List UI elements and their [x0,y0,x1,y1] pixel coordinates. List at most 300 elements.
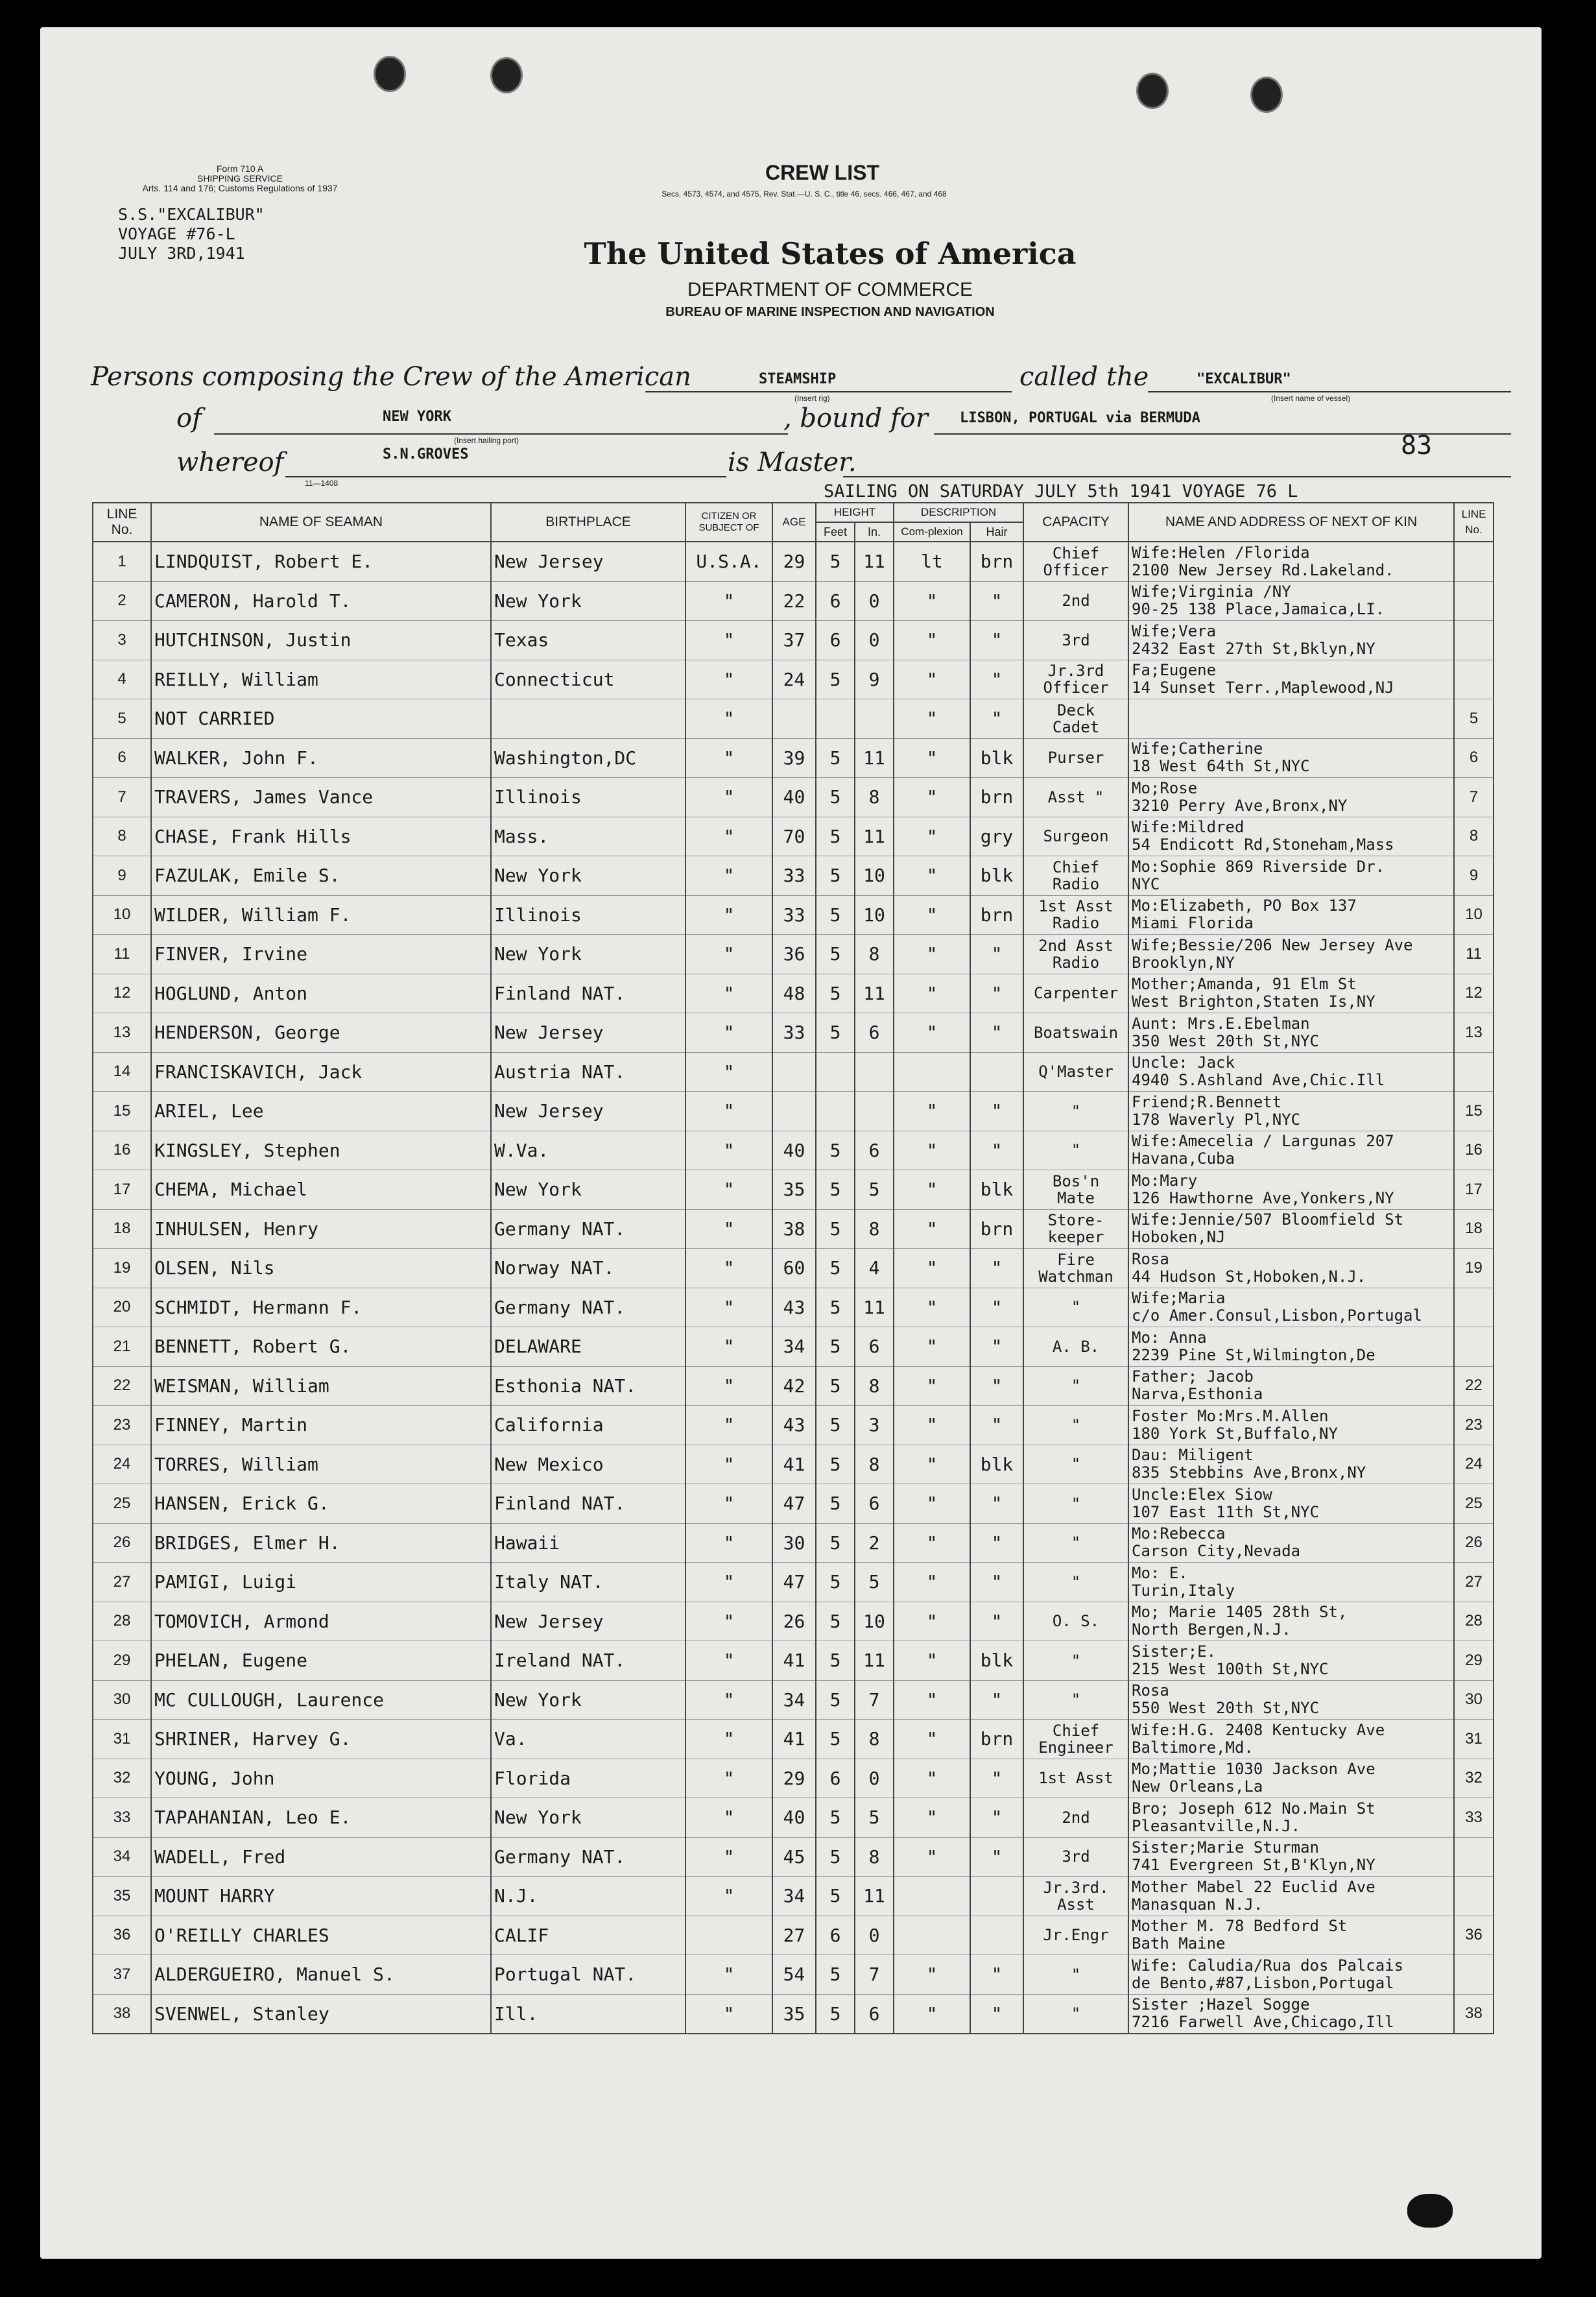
age: 33 [772,1013,816,1053]
row-line-number-right [1454,1052,1494,1092]
height-inches: 0 [855,581,894,621]
seaman-name: PAMIGI, Luigi [151,1563,491,1602]
row-line-number-right [1454,621,1494,660]
capacity: Fire Watchman [1023,1249,1128,1288]
height-inches: 11 [855,738,894,778]
seaman-name: REILLY, William [151,660,491,699]
next-of-kin: Wife;Maria c/o Amer.Consul,Lisbon,Portugal [1128,1288,1454,1327]
age: 40 [772,1798,816,1838]
row-line-number: 29 [93,1641,151,1681]
height-inches: 10 [855,895,894,935]
port-hint: (Insert hailing port) [454,436,519,445]
age: 40 [772,1131,816,1170]
seaman-name: O'REILLY CHARLES [151,1916,491,1955]
row-line-number: 25 [93,1484,151,1524]
crew-row [93,1406,1494,1445]
next-of-kin: Mother Mabel 22 Euclid Ave Manasquan N.J. [1128,1877,1454,1916]
destination-value: LISBON, PORTUGAL via BERMUDA [960,410,1200,426]
hair-color [970,1877,1023,1916]
height-feet: 5 [816,817,855,856]
capacity: Surgeon [1023,817,1128,856]
row-line-number-right: 11 [1454,935,1494,974]
complexion: " [894,1406,970,1445]
row-line-number: 20 [93,1288,151,1327]
complexion: " [894,974,970,1013]
complexion: lt [894,542,970,581]
next-of-kin: Wife;Catherine 18 West 64th St,NYC [1128,738,1454,778]
hair-color: brn [970,778,1023,817]
crew-row [93,1327,1494,1367]
row-line-number: 9 [93,856,151,896]
complexion: " [894,1523,970,1563]
age: 47 [772,1563,816,1602]
capacity: Jr.Engr [1023,1916,1128,1955]
height-inches: 11 [855,542,894,581]
age [772,1052,816,1092]
master-line [285,476,726,477]
height-feet: 5 [816,1406,855,1445]
row-line-number-right: 30 [1454,1680,1494,1720]
height-inches [855,699,894,739]
complexion: " [894,1327,970,1367]
height-feet: 6 [816,581,855,621]
capacity: " [1023,1641,1128,1681]
complexion: " [894,1092,970,1131]
seaman-name: WILDER, William F. [151,895,491,935]
birthplace: Italy NAT. [491,1563,685,1602]
citizenship: " [685,738,772,778]
height-feet: 5 [816,1249,855,1288]
birthplace: N.J. [491,1877,685,1916]
hair-color: " [970,621,1023,660]
seaman-name: HENDERSON, George [151,1013,491,1053]
birthplace: New York [491,1170,685,1210]
birthplace: New York [491,935,685,974]
crew-row [93,1563,1494,1602]
age: 29 [772,1759,816,1798]
height-feet [816,1092,855,1131]
row-line-number-right [1454,1955,1494,1995]
hair-color: blk [970,1170,1023,1210]
height-feet: 5 [816,1680,855,1720]
height-feet: 5 [816,1484,855,1524]
next-of-kin: Mother M. 78 Bedford St Bath Maine [1128,1916,1454,1955]
form-meta [136,164,344,193]
row-line-number: 11 [93,935,151,974]
hair-color: brn [970,1209,1023,1249]
height-feet: 5 [816,1170,855,1210]
capacity: Purser [1023,738,1128,778]
citizenship: " [685,621,772,660]
next-of-kin: Mother;Amanda, 91 Elm St West Brighton,Staten Is,NY [1128,974,1454,1013]
height-feet: 5 [816,1563,855,1602]
hair-color: " [970,935,1023,974]
complexion: " [894,621,970,660]
citizenship [685,1916,772,1955]
rig-value: STEAMSHIP [759,371,837,387]
next-of-kin [1128,699,1454,739]
complexion: " [894,856,970,896]
seaman-name: YOUNG, John [151,1759,491,1798]
row-line-number: 38 [93,1994,151,2034]
citizenship: " [685,1641,772,1681]
birthplace: W.Va. [491,1131,685,1170]
citizenship: " [685,778,772,817]
age: 40 [772,778,816,817]
age: 34 [772,1680,816,1720]
next-of-kin: Mo:Mary 126 Hawthorne Ave,Yonkers,NY [1128,1170,1454,1210]
form-number: Form 710 A [216,163,264,174]
punch-hole [374,56,406,92]
birthplace: California [491,1406,685,1445]
birthplace [491,699,685,739]
capacity: " [1023,1680,1128,1720]
age: 22 [772,581,816,621]
crew-row [93,1916,1494,1955]
complexion [894,1877,970,1916]
height-feet: 5 [816,1837,855,1877]
complexion: " [894,1641,970,1681]
crew-row [93,621,1494,660]
row-line-number: 17 [93,1170,151,1210]
complexion: " [894,1798,970,1838]
row-line-number: 32 [93,1759,151,1798]
height-feet: 5 [816,974,855,1013]
next-of-kin: Fa;Eugene 14 Sunset Terr.,Maplewood,NJ [1128,660,1454,699]
row-line-number: 8 [93,817,151,856]
seaman-name: WEISMAN, William [151,1366,491,1406]
page-number: 83 [1401,431,1433,461]
vessel-value: "EXCALIBUR" [1197,371,1291,387]
next-of-kin: Wife;Vera 2432 East 27th St,Bklyn,NY [1128,621,1454,660]
hair-color: brn [970,542,1023,581]
citizenship: " [685,1366,772,1406]
vessel-hint: (Insert name of vessel) [1271,394,1351,403]
complexion: " [894,1955,970,1995]
height-feet [816,699,855,739]
next-of-kin: Mo:Rebecca Carson City,Nevada [1128,1523,1454,1563]
height-inches: 8 [855,778,894,817]
height-inches: 4 [855,1249,894,1288]
height-inches: 6 [855,1131,894,1170]
col-citizen: CITIZEN OR SUBJECT OF [685,503,772,542]
crew-row [93,660,1494,699]
next-of-kin: Foster Mo:Mrs.M.Allen 180 York St,Buffalo,NY [1128,1406,1454,1445]
seaman-name: NOT CARRIED [151,699,491,739]
row-line-number: 6 [93,738,151,778]
hair-color: brn [970,895,1023,935]
age: 34 [772,1327,816,1367]
capacity: " [1023,1288,1128,1327]
citizenship: " [685,660,772,699]
birthplace: Hawaii [491,1523,685,1563]
birthplace: Ill. [491,1994,685,2034]
crew-row [93,1994,1494,2034]
age: 41 [772,1445,816,1484]
row-line-number-right: 7 [1454,778,1494,817]
port-line [214,433,788,435]
birthplace: Esthonia NAT. [491,1366,685,1406]
hair-color [970,1916,1023,1955]
row-line-number: 3 [93,621,151,660]
complexion: " [894,1837,970,1877]
crew-rows [93,542,1494,2034]
seaman-name: TAPAHANIAN, Leo E. [151,1798,491,1838]
birthplace: Germany NAT. [491,1288,685,1327]
next-of-kin: Sister;E. 215 West 100th St,NYC [1128,1641,1454,1681]
vessel-line [1148,391,1511,392]
punch-hole [1250,77,1283,113]
col-age: AGE [772,503,816,542]
row-line-number-right [1454,1327,1494,1367]
age: 29 [772,542,816,581]
capacity: Chief Officer [1023,542,1128,581]
birthplace: Norway NAT. [491,1249,685,1288]
row-line-number-right: 16 [1454,1131,1494,1170]
crew-row [93,1170,1494,1210]
col-line-no-right: LINE No. [1454,503,1494,542]
height-inches: 8 [855,1720,894,1759]
birthplace: New Jersey [491,1602,685,1641]
birthplace: Germany NAT. [491,1837,685,1877]
hair-color: " [970,660,1023,699]
height-inches: 6 [855,1484,894,1524]
col-line-no: LINE No. [93,503,151,542]
hair-color: blk [970,738,1023,778]
col-height: HEIGHT [816,503,894,522]
hair-color: blk [970,1641,1023,1681]
height-feet: 5 [816,660,855,699]
age: 48 [772,974,816,1013]
crew-row [93,1013,1494,1053]
crew-row [93,935,1494,974]
country-heading: The United States of America [584,236,1077,271]
height-inches: 11 [855,817,894,856]
row-line-number: 33 [93,1798,151,1838]
hair-color: brn [970,1720,1023,1759]
crew-row [93,542,1494,581]
citizenship: " [685,1798,772,1838]
ink-blot [1407,2194,1453,2228]
master-value: S.N.GROVES [383,446,469,463]
hair-color [970,1052,1023,1092]
row-line-number: 21 [93,1327,151,1367]
called-the-label: called the [1019,362,1149,392]
hair-color: " [970,1288,1023,1327]
complexion [894,1052,970,1092]
row-line-number-right: 6 [1454,738,1494,778]
seaman-name: CHEMA, Michael [151,1170,491,1210]
row-line-number: 31 [93,1720,151,1759]
crew-row [93,1837,1494,1877]
birthplace: Finland NAT. [491,1484,685,1524]
seaman-name: MOUNT HARRY [151,1877,491,1916]
seaman-name: MC CULLOUGH, Laurence [151,1680,491,1720]
citizenship: " [685,1602,772,1641]
height-inches: 5 [855,1798,894,1838]
birthplace: New York [491,1680,685,1720]
row-line-number-right: 5 [1454,699,1494,739]
row-line-number: 30 [93,1680,151,1720]
birthplace: New York [491,1798,685,1838]
seaman-name: FINNEY, Martin [151,1406,491,1445]
birthplace: New York [491,581,685,621]
capacity: 2nd Asst Radio [1023,935,1128,974]
seaman-name: SCHMIDT, Hermann F. [151,1288,491,1327]
height-feet: 5 [816,738,855,778]
capacity: " [1023,1563,1128,1602]
col-hair: Hair [970,522,1023,542]
birthplace: Austria NAT. [491,1052,685,1092]
height-inches: 5 [855,1170,894,1210]
citizenship: " [685,1720,772,1759]
crew-row [93,1759,1494,1798]
citizenship: " [685,1131,772,1170]
row-line-number-right: 9 [1454,856,1494,896]
age: 47 [772,1484,816,1524]
capacity: 2nd [1023,581,1128,621]
citizenship: " [685,1288,772,1327]
complexion: " [894,778,970,817]
citizenship: " [685,935,772,974]
capacity: Asst " [1023,778,1128,817]
capacity: A. B. [1023,1327,1128,1367]
complexion [894,1916,970,1955]
sailing-note: SAILING ON SATURDAY JULY 5th 1941 VOYAGE 76 L [824,481,1298,501]
height-inches: 6 [855,1013,894,1053]
height-inches: 8 [855,935,894,974]
next-of-kin: Uncle:Elex Siow 107 East 11th St,NYC [1128,1484,1454,1524]
col-next-of-kin: NAME AND ADDRESS OF NEXT OF KIN [1128,503,1454,542]
row-line-number: 23 [93,1406,151,1445]
capacity: 1st Asst [1023,1759,1128,1798]
seaman-name: WALKER, John F. [151,738,491,778]
crew-row [93,778,1494,817]
row-line-number-right [1454,1837,1494,1877]
crew-row [93,699,1494,739]
capacity: Jr.3rd. Asst [1023,1877,1128,1916]
age: 30 [772,1523,816,1563]
complexion: " [894,1170,970,1210]
capacity: " [1023,1484,1128,1524]
height-feet: 5 [816,1994,855,2034]
next-of-kin: Aunt: Mrs.E.Ebelman 350 West 20th St,NYC [1128,1013,1454,1053]
seaman-name: ALDERGUEIRO, Manuel S. [151,1955,491,1995]
height-inches [855,1092,894,1131]
row-line-number-right: 26 [1454,1523,1494,1563]
row-line-number: 16 [93,1131,151,1170]
capacity: Bos'n Mate [1023,1170,1128,1210]
row-line-number: 24 [93,1445,151,1484]
of-label: of [176,403,202,433]
col-capacity: CAPACITY [1023,503,1128,542]
crew-row [93,1877,1494,1916]
col-feet: Feet [816,522,855,542]
seaman-name: BRIDGES, Elmer H. [151,1523,491,1563]
age: 34 [772,1877,816,1916]
capacity: 3rd [1023,621,1128,660]
capacity: Boatswain [1023,1013,1128,1053]
complexion: " [894,738,970,778]
next-of-kin: Wife:Mildred 54 Endicott Rd,Stoneham,Mass [1128,817,1454,856]
hair-color: " [970,1523,1023,1563]
hair-color: " [970,1131,1023,1170]
rig-hint: (Insert rig) [794,394,830,403]
age: 27 [772,1916,816,1955]
age: 41 [772,1641,816,1681]
citizenship: " [685,1955,772,1995]
birthplace: Portugal NAT. [491,1955,685,1995]
row-line-number-right [1454,581,1494,621]
complexion: " [894,699,970,739]
crew-row [93,1720,1494,1759]
height-inches: 11 [855,1641,894,1681]
hair-color: " [970,1759,1023,1798]
hair-color: " [970,1249,1023,1288]
next-of-kin: Uncle: Jack 4940 S.Ashland Ave,Chic.Ill [1128,1052,1454,1092]
row-line-number-right: 27 [1454,1563,1494,1602]
punch-hole [490,57,523,93]
citizenship: " [685,856,772,896]
height-feet: 6 [816,1759,855,1798]
row-line-number: 27 [93,1563,151,1602]
height-inches: 8 [855,1837,894,1877]
hair-color: " [970,1837,1023,1877]
row-line-number-right: 31 [1454,1720,1494,1759]
capacity: " [1023,1366,1128,1406]
birthplace: Illinois [491,778,685,817]
crew-row [93,1052,1494,1092]
row-line-number-right: 13 [1454,1013,1494,1053]
row-line-number: 15 [93,1092,151,1131]
crew-row [93,817,1494,856]
age [772,1092,816,1131]
next-of-kin: Mo: E. Turin,Italy [1128,1563,1454,1602]
citizenship: U.S.A. [685,542,772,581]
capacity: 1st Asst Radio [1023,895,1128,935]
crew-row [93,1484,1494,1524]
complexion: " [894,1563,970,1602]
height-inches: 5 [855,1563,894,1602]
col-description: DESCRIPTION [894,503,1023,522]
row-line-number: 34 [93,1837,151,1877]
next-of-kin: Bro; Joseph 612 No.Main St Pleasantville,N.J. [1128,1798,1454,1838]
seaman-name: FINVER, Irvine [151,935,491,974]
whereof-label: whereof [176,448,284,477]
crew-row [93,1366,1494,1406]
age: 38 [772,1209,816,1249]
height-inches: 11 [855,1288,894,1327]
complexion: " [894,895,970,935]
complexion: " [894,1994,970,2034]
birthplace: New Jersey [491,542,685,581]
seaman-name: HOGLUND, Anton [151,974,491,1013]
birthplace: New Jersey [491,1013,685,1053]
row-line-number: 13 [93,1013,151,1053]
crew-row [93,895,1494,935]
row-line-number-right: 33 [1454,1798,1494,1838]
row-line-number-right [1454,542,1494,581]
row-line-number: 22 [93,1366,151,1406]
citizenship: " [685,1523,772,1563]
form-statutes: Secs. 4573, 4574, and 4575, Rev. Stat.—U. S. C., title 46, secs. 466, 467, and 468 [661,189,947,198]
height-feet: 5 [816,1366,855,1406]
complexion: " [894,1288,970,1327]
next-of-kin: Wife:Helen /Florida 2100 New Jersey Rd.Lakeland. [1128,542,1454,581]
crew-row [93,581,1494,621]
col-name: NAME OF SEAMAN [151,503,491,542]
seaman-name: WADELL, Fred [151,1837,491,1877]
